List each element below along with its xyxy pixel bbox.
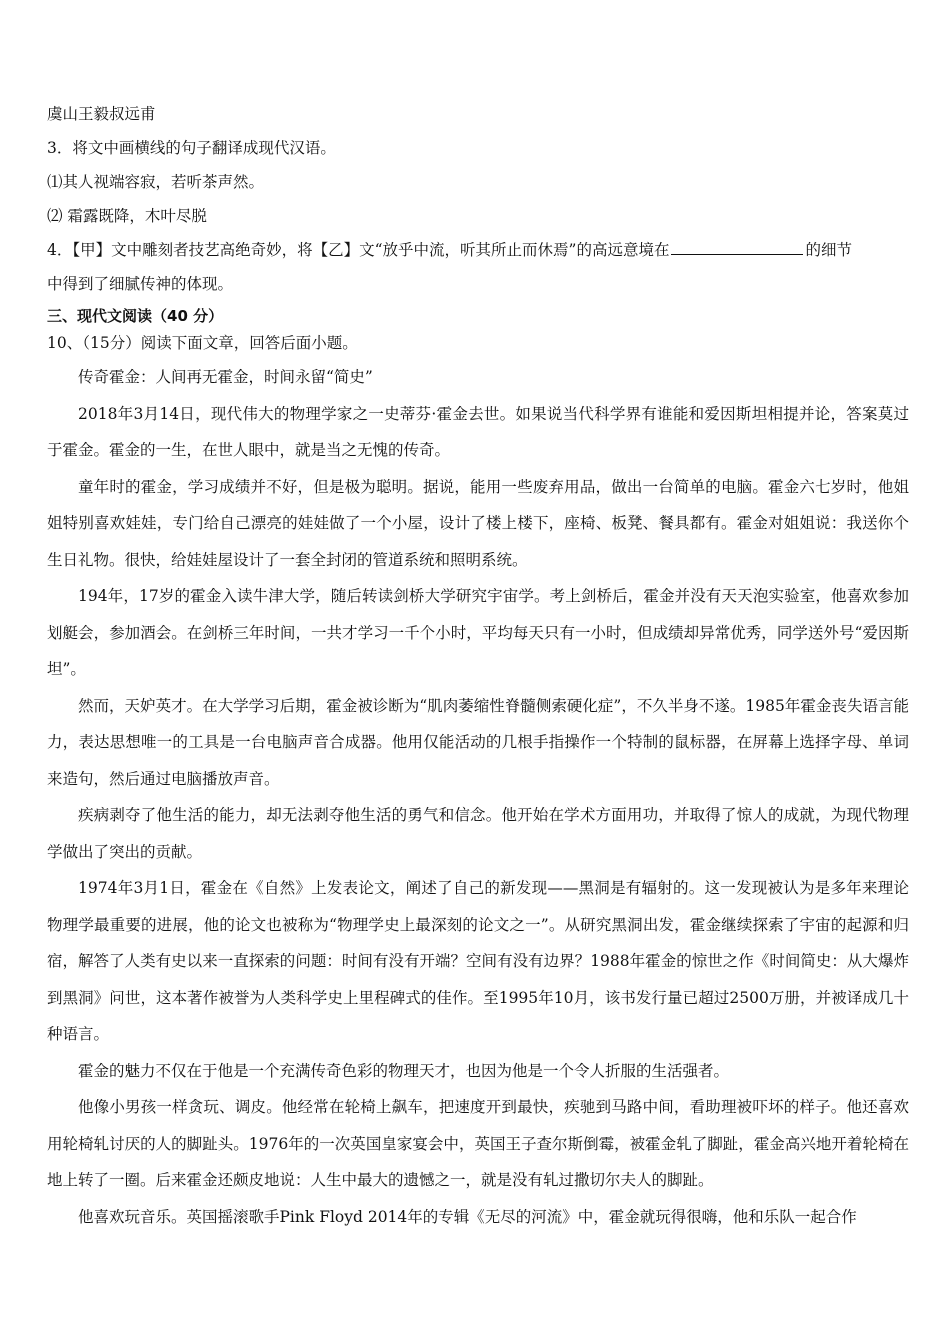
question-10: 10、（15分）阅读下面文章，回答后面小题。 [47, 334, 358, 352]
answer-blank[interactable] [671, 240, 803, 255]
question-3-item-2: ⑵ 霜露既降，木叶尽脱 [47, 207, 207, 225]
article-paragraph: 霍金的魅力不仅在于他是一个充满传奇色彩的物理天才，也因为他是一个令人折服的生活强者。 [78, 1061, 730, 1080]
question-block-top [47, 97, 909, 301]
article-paragraph: 然而，天妒英才。在大学学习后期，霍金被诊断为“肌肉萎缩性脊髓侧索硬化症”，不久半身不遂。1985年霍金丧失语言能力，表达思想唯一的工具是一台电脑声音合成器。他用仅能活动的几根手指操作一个特制的鼠标器，在屏幕上选择字母、单词来造句，然后通过电脑播放声音。 [47, 696, 909, 788]
question-3: 3．将文中画横线的句子翻译成现代汉语。 [47, 139, 336, 157]
article-paragraph: 1974年3月1日，霍金在《自然》上发表论文，阐述了自己的新发现——黑洞是有辐射的。这一发现被认为是多年来理论物理学最重要的进展，他的论文也被称为“物理学史上最深刻的论文之一”。从研究黑洞出发，霍金继续探索了宇宙的起源和归宿，解答了人类有史以来一直探索的问题：时间有没有开端？空间有没有边界？1988年霍金的惊世之作《时间简史：从大爆炸到黑洞》问世，这本著作被誉为人类科学史上里程碑式的佳作。至1995年10月，该书发行量已超过2500万册，并被译成几十种语言。 [47, 879, 909, 1043]
question-4-line-2: 中得到了细腻传神的体现。 [47, 275, 234, 293]
article-paragraph: 他像小男孩一样贪玩、调皮。他经常在轮椅上飙车，把速度开到最快，疾驰到马路中间，看助理被吓坏的样子。他还喜欢用轮椅轧讨厌的人的脚趾头。1976年的一次英国皇家宴会中，英国王子查尔斯倒霉，被霍金轧了脚趾，霍金高兴地开着轮椅在地上转了一圈。后来霍金还颇皮地说：人生中最大的遗憾之一，就是没有轧过撒切尔夫人的脚趾。 [47, 1098, 909, 1189]
section-header [47, 303, 909, 357]
article-paragraph: 2018年3月14日，现代伟大的物理学家之一史蒂芬·霍金去世。如果说当代科学界有谁能和爱因斯坦相提并论，答案莫过于霍金。霍金的一生，在世人眼中，就是当之无愧的传奇。 [47, 404, 909, 459]
question-3-item-1: ⑴其人视端容寂，若听茶声然。 [47, 173, 265, 191]
article-paragraph: 他喜欢玩音乐。英国摇滚歌手Pink Floyd 2014年的专辑《无尽的河流》中，霍金就玩得很嗨，他和乐队一起合作 [78, 1207, 857, 1226]
section-heading: 三、现代文阅读（40 分） [47, 307, 224, 325]
question-4-text: 4．【甲】文中雕刻者技艺高绝奇妙，将【乙】文“放乎中流，听其所止而休焉”的高远意境在 [47, 241, 670, 259]
article-paragraph: 疾病剥夺了他生活的能力，却无法剥夺他生活的勇气和信念。他开始在学术方面用功，并取得了惊人的成就，为现代物理学做出了突出的贡献。 [47, 806, 909, 861]
question-4 [47, 233, 909, 267]
article [47, 359, 909, 1235]
article-paragraph: 194年，17岁的霍金入读牛津大学，随后转读剑桥大学研究宇宙学。考上剑桥后，霍金并没有天天泡实验室，他喜欢参加划艇会，参加酒会。在剑桥三年时间，一共才学习一千个小时，平均每天只有一小时，但成绩却异常优秀，同学送外号“爱因斯坦”。 [47, 587, 909, 678]
article-paragraph: 童年时的霍金，学习成绩并不好，但是极为聪明。据说，能用一些废弃用品，做出一台简单的电脑。霍金六七岁时，他姐姐特别喜欢娃娃，专门给自己漂亮的娃娃做了一个小屋，设计了楼上楼下，座椅、板凳、餐具都有。霍金对姐姐说：我送你个生日礼物。很快，给娃娃屋设计了一套全封闭的管道系统和照明系统。 [47, 477, 909, 569]
question-4-text-end: 的细节 [805, 241, 852, 259]
article-title: 传奇霍金：人间再无霍金，时间永留“简史” [78, 368, 373, 386]
author-line: 虞山王毅叔远甫 [47, 105, 156, 123]
